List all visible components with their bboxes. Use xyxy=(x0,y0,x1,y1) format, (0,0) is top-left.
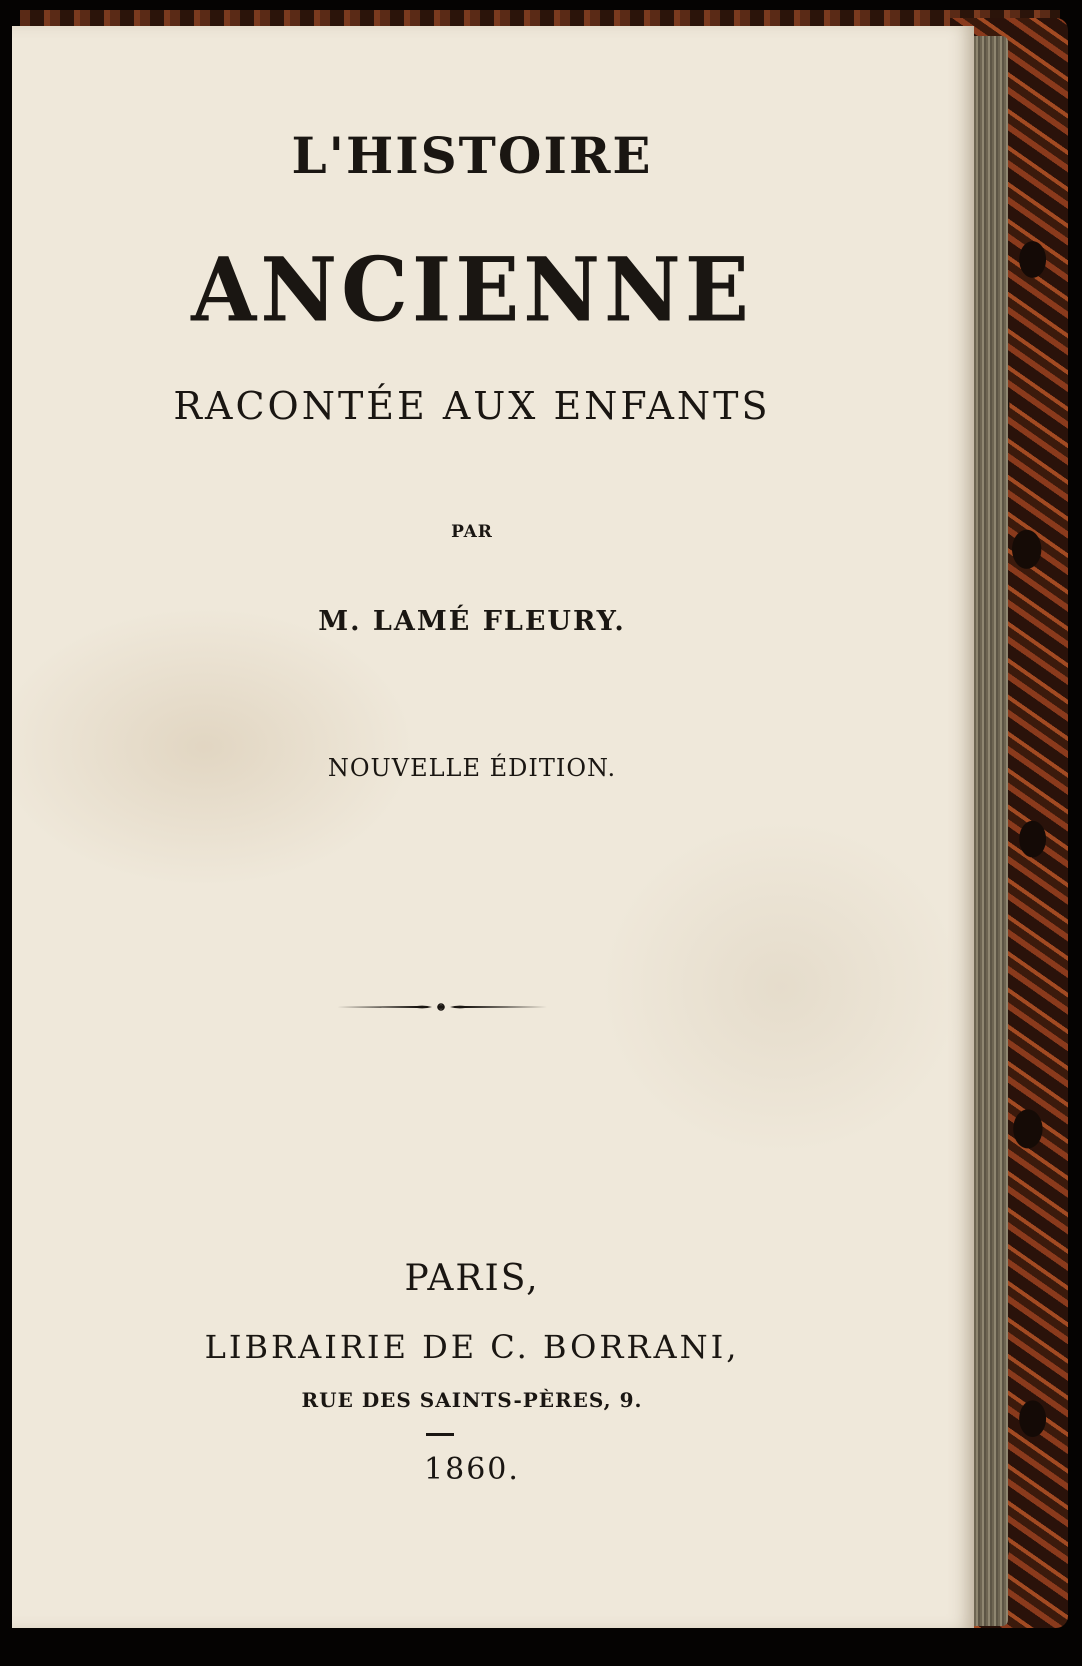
title-line-1: L'HISTOIRE xyxy=(291,126,653,185)
imprint-city: PARIS, xyxy=(404,1258,540,1299)
subtitle: RACONTÉE AUX ENFANTS xyxy=(173,384,771,428)
page-fore-edge xyxy=(968,36,1008,1626)
by-line: PAR xyxy=(451,522,493,542)
imprint-publisher: LIBRAIRIE DE C. BORRANI, xyxy=(204,1328,740,1366)
title-page xyxy=(12,26,974,1628)
book-board-top xyxy=(20,10,1060,26)
title-line-2: ANCIENNE xyxy=(191,237,753,342)
imprint-rule xyxy=(426,1433,454,1436)
imprint-address: RUE DES SAINTS-PÈRES, 9. xyxy=(301,1388,643,1412)
printers-ornament-icon xyxy=(337,1000,547,1014)
author-name: M. LAMÉ FLEURY. xyxy=(318,606,626,637)
imprint-year: 1860. xyxy=(424,1452,520,1487)
edition-note: NOUVELLE ÉDITION. xyxy=(327,754,617,782)
